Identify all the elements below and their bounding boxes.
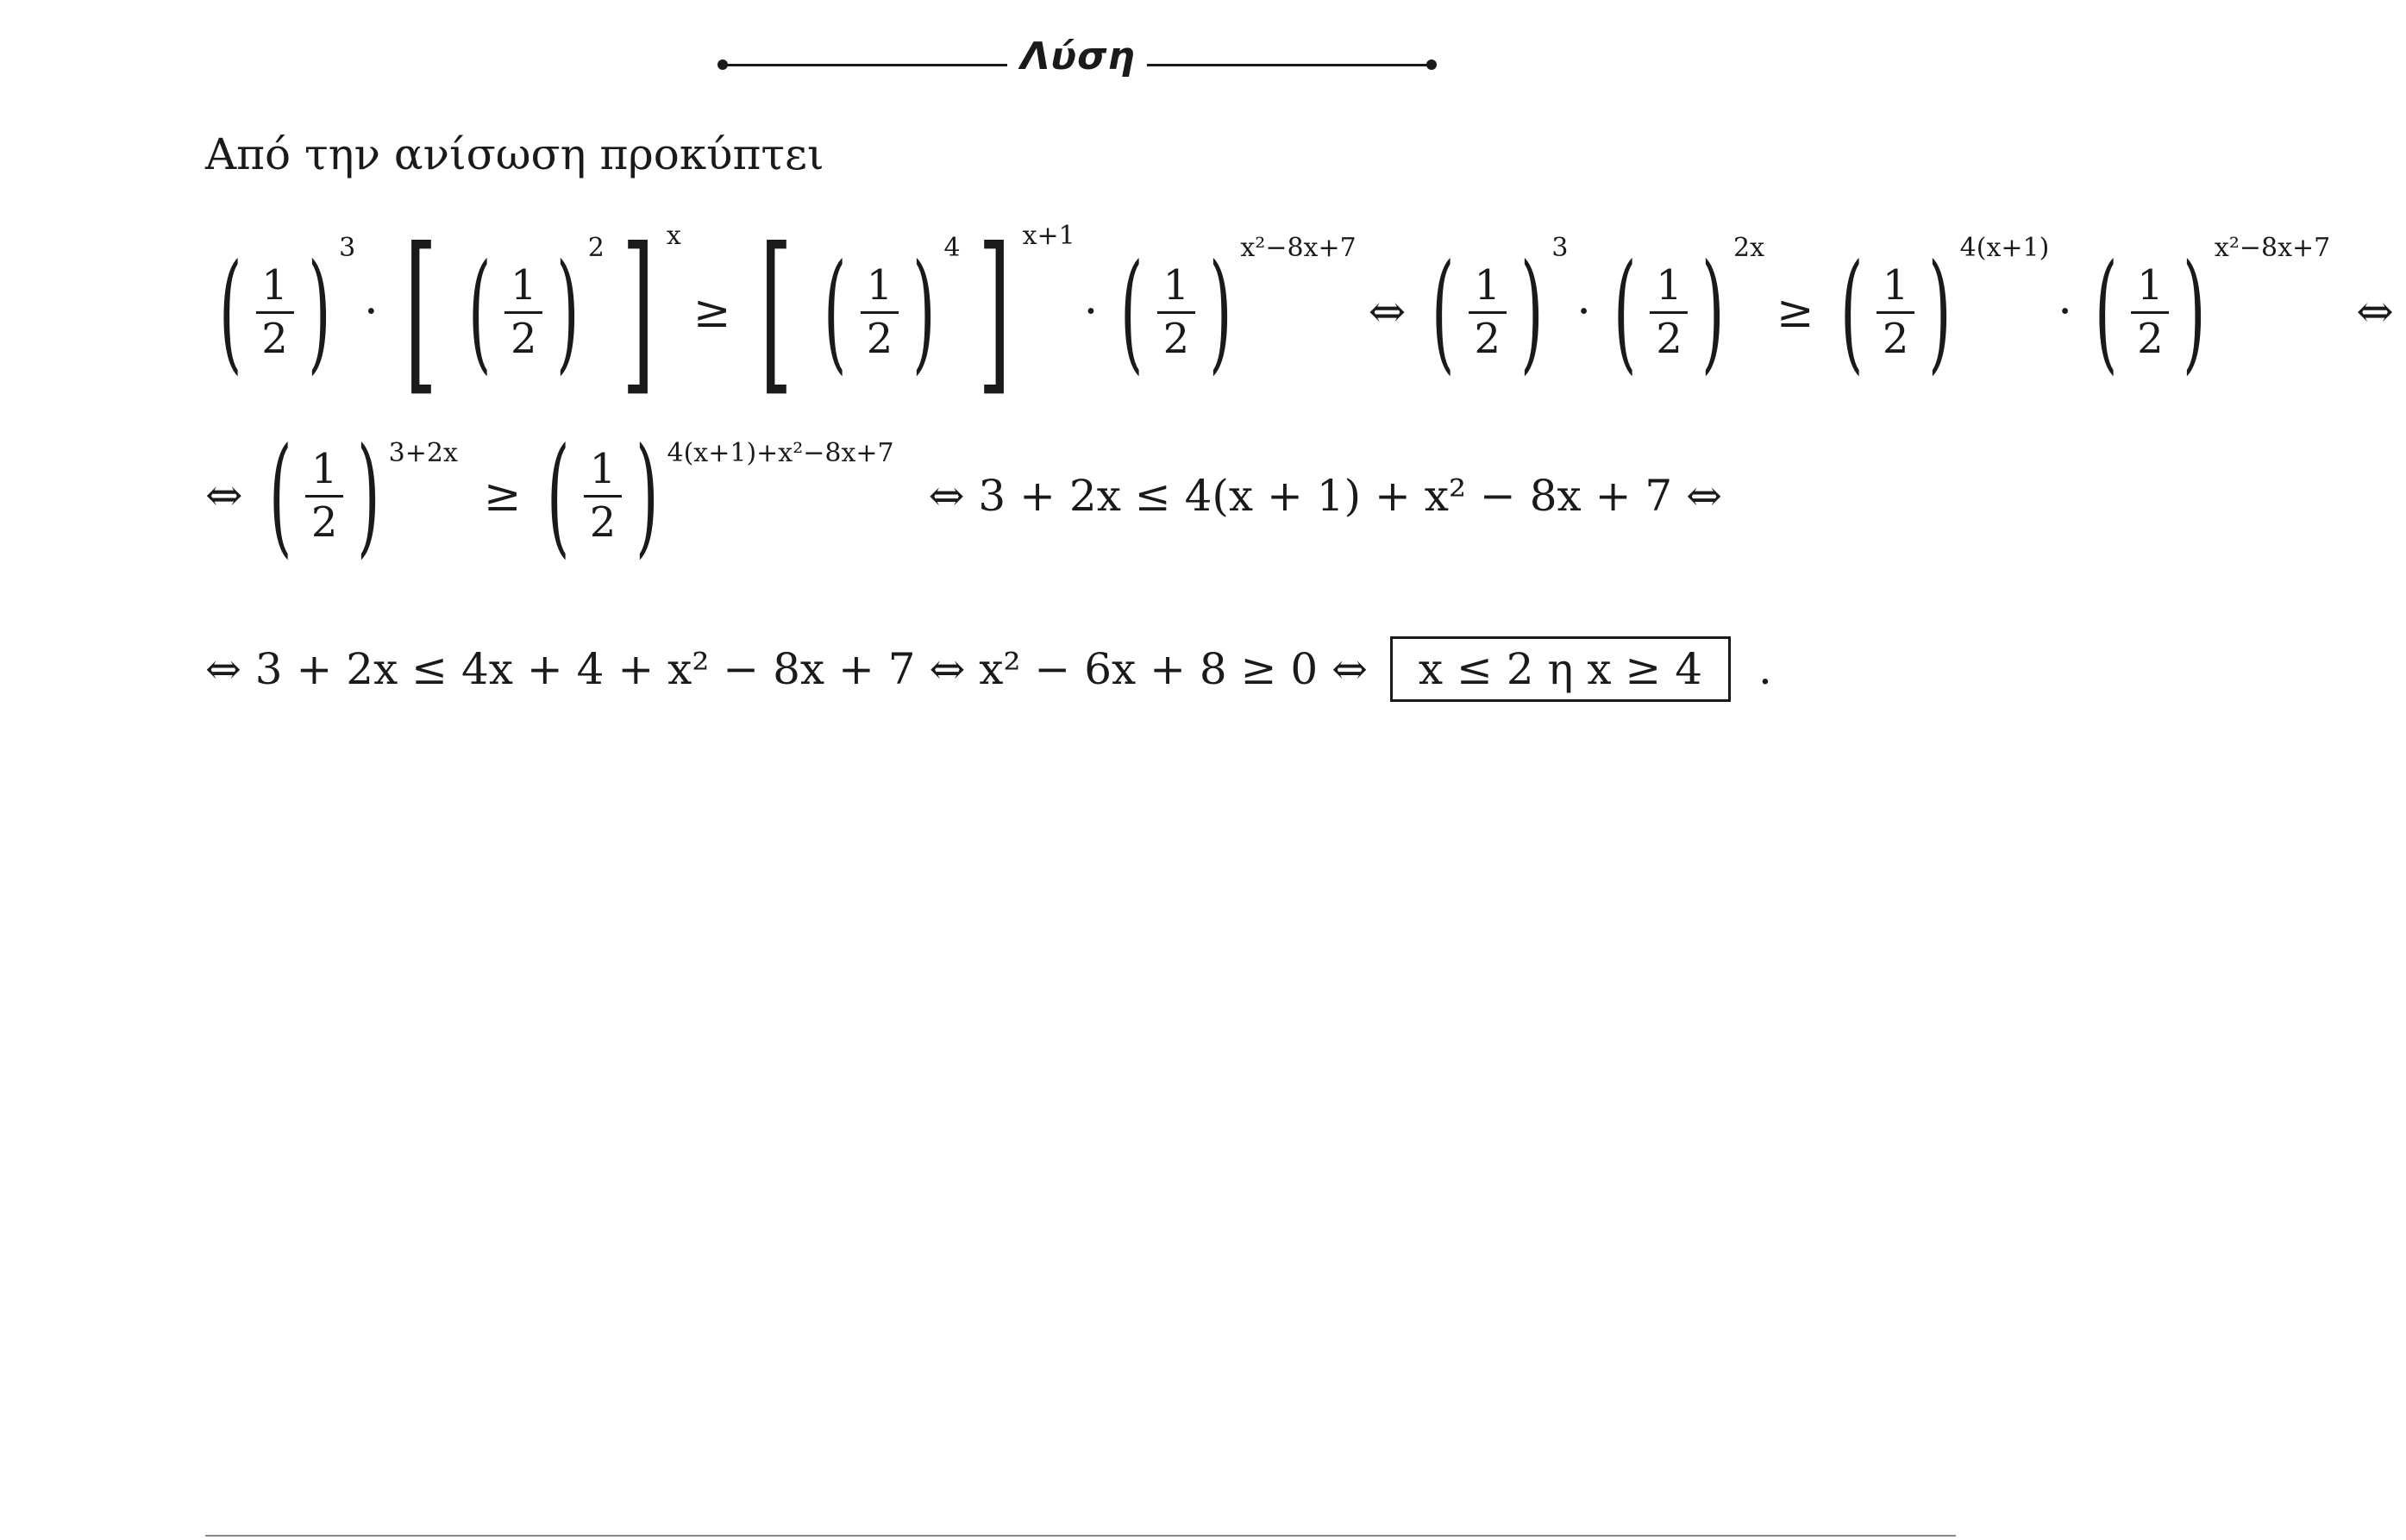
exponent: x²−8x+7 [2214,233,2331,263]
greater-equal-sign: ≥ [692,286,731,338]
fraction-half: ( $\frac{1}{2}$ ) [824,237,936,387]
fraction-half: ( $\frac{1}{2}$ ) [1613,237,1725,387]
end-period: . [1758,644,1772,694]
exponent: 4(x+1)+x²−8x+7 [667,438,894,468]
exponent: x²−8x+7 [1240,233,1357,263]
multiply-dot: · [2058,286,2072,338]
fraction-half: ( $\frac{1}{2}$ ) [467,237,580,387]
header-left-rule [723,64,1007,66]
section-title: Λύση [1020,34,1136,78]
equation-tail: ⇔ 3 + 2x ≤ 4(x + 1) + x² − 8x + 7 ⇔ [928,471,1722,521]
fraction-half: ( $\frac{1}{2}$ ) [2094,237,2206,387]
intro-text: Από την ανίσωση προκύπτει [205,129,824,179]
exponent: 2x [1733,233,1765,263]
header-right-rule [1147,64,1432,66]
exponent: 2 [587,233,605,263]
fraction-half: ( $\frac{1}{2}$ ) [1839,237,1952,387]
footer-rule [205,1535,1956,1537]
equation-line-1 [205,211,2406,412]
equation-text: ⇔ 3 + 2x ≤ 4x + 4 + x² − 8x + 7 ⇔ x² − 6x + 8 ≥ 0 ⇔ [205,644,1368,694]
fraction-half: ( $\frac{1}{2}$ ) [1432,237,1544,387]
iff-sign: ⇔ [2356,286,2394,338]
bracket-open: [ [404,211,438,412]
exponent: 3+2x [388,438,458,468]
equation-line-3 [205,636,1772,702]
multiply-dot: · [364,286,379,338]
greater-equal-sign: ≥ [483,470,522,522]
exponent: 4 [943,233,961,263]
multiply-dot: · [1576,286,1591,338]
iff-sign: ⇔ [1368,286,1407,338]
fraction-half: ( $\frac{1}{2}$ ) [547,421,659,571]
multiply-dot: · [1083,286,1099,338]
bracket-close: ] [977,211,1012,412]
header-right-dot [1426,59,1437,70]
bracket-close: ] [621,211,655,412]
exponent: 3 [339,233,356,263]
exponent: 3 [1551,233,1569,263]
greater-equal-sign: ≥ [1776,286,1814,338]
exponent: x+1 [1022,221,1075,251]
equation-line-2 [205,421,1734,571]
boxed-answer: x ≤ 2 η x ≥ 4 [1390,636,1731,702]
iff-sign: ⇔ [205,470,243,522]
bracket-open: [ [759,211,793,412]
fraction-half: ( $\frac{1}{2}$ ) [1120,237,1232,387]
fraction-half: ( $\frac{1}{2}$ ) [219,237,330,387]
fraction-half: ( $\frac{1}{2}$ ) [268,421,380,571]
exponent: x [666,221,681,251]
exponent: 4(x+1) [1959,233,2050,263]
